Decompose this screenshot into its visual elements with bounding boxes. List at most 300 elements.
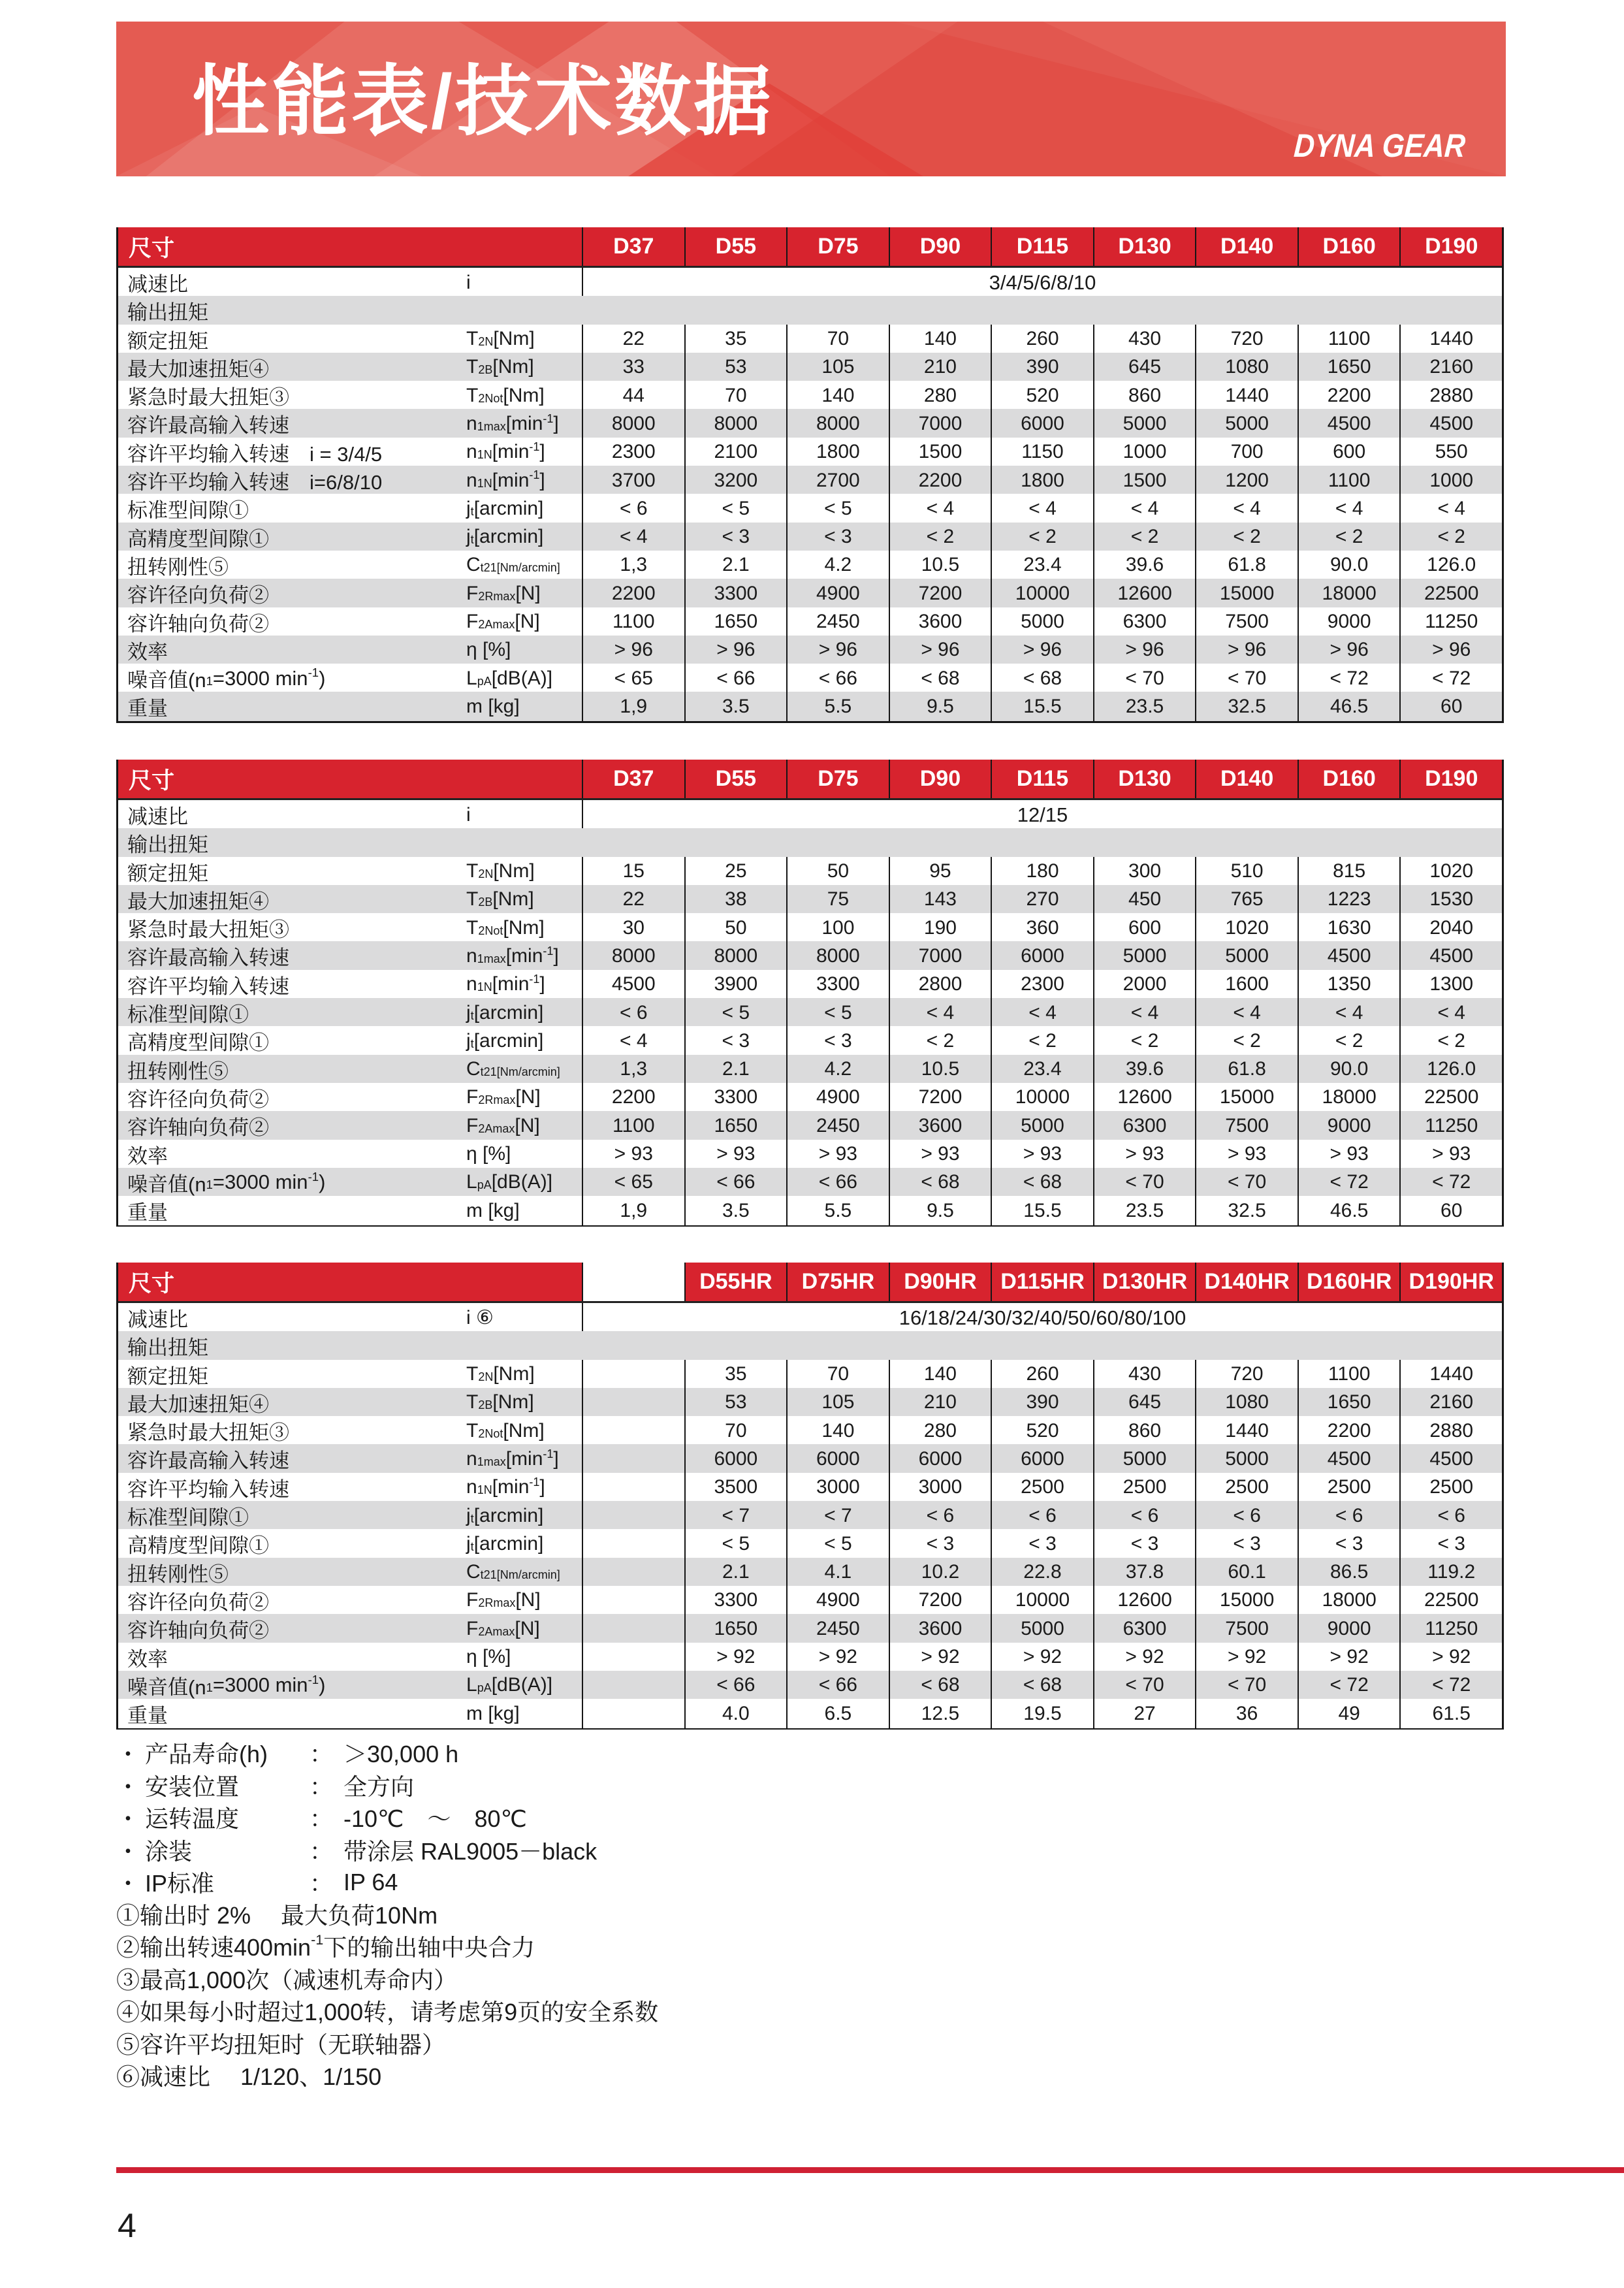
value-cell: 3300 bbox=[684, 1083, 787, 1112]
value-cell: < 6 bbox=[1195, 1501, 1298, 1530]
value-cell: < 4 bbox=[1195, 998, 1298, 1027]
column-header: D130HR bbox=[1093, 1263, 1196, 1301]
value-cell: 765 bbox=[1195, 885, 1298, 914]
row-label: 紧急时最大扭矩③ bbox=[118, 913, 466, 943]
value-cell bbox=[582, 1388, 684, 1417]
table-row bbox=[118, 551, 1502, 579]
value-cell: 1000 bbox=[1399, 466, 1502, 495]
value-cell: < 2 bbox=[1399, 523, 1502, 552]
value-cell: < 68 bbox=[889, 1168, 991, 1197]
value-cell: > 96 bbox=[1195, 636, 1298, 665]
table-corner-label: 尺寸 bbox=[118, 1263, 582, 1301]
row-label: 容许径向负荷② bbox=[118, 579, 466, 608]
row-label: 扭转刚性⑤ bbox=[118, 1055, 466, 1084]
table-row bbox=[118, 466, 1502, 494]
value-cell: 70 bbox=[684, 1416, 787, 1445]
value-cell: 30 bbox=[582, 913, 684, 943]
table-header-row bbox=[118, 1263, 1502, 1303]
table-row bbox=[118, 1055, 1502, 1083]
value-cell: < 66 bbox=[684, 1671, 787, 1700]
value-cell: 15.5 bbox=[991, 1196, 1093, 1225]
table-row bbox=[118, 1473, 1502, 1501]
value-cell: 53 bbox=[684, 353, 787, 382]
value-cell: < 72 bbox=[1399, 664, 1502, 693]
value-cell: 119.2 bbox=[1399, 1558, 1502, 1587]
spec-value: -10℃ ～ 80℃ bbox=[343, 1805, 527, 1832]
spec-colon: ： bbox=[310, 1870, 334, 1897]
value-cell: 2160 bbox=[1399, 353, 1502, 382]
value-cell: 2880 bbox=[1399, 1416, 1502, 1445]
value-cell: 450 bbox=[1093, 885, 1196, 914]
table-row bbox=[118, 664, 1502, 692]
row-symbol: T $_{2Not}$ [Nm] bbox=[466, 381, 582, 410]
value-cell: 9000 bbox=[1298, 607, 1400, 637]
row-label: 标准型间隙① bbox=[118, 998, 466, 1027]
value-cell: 95 bbox=[889, 857, 991, 886]
value-cell: 5000 bbox=[1093, 409, 1196, 438]
value-cell: 6000 bbox=[786, 1444, 889, 1474]
value-cell: 5.5 bbox=[786, 1196, 889, 1225]
value-cell: < 4 bbox=[1298, 494, 1400, 523]
spec-label: 运转温度 bbox=[145, 1805, 240, 1832]
value-cell: 86.5 bbox=[1298, 1558, 1400, 1587]
value-cell: < 2 bbox=[1399, 1026, 1502, 1055]
value-cell: 4900 bbox=[786, 579, 889, 608]
row-label: 额定扭矩 bbox=[118, 325, 466, 354]
value-cell: 60 bbox=[1399, 1196, 1502, 1225]
value-cell: > 96 bbox=[684, 636, 787, 665]
value-cell: 39.6 bbox=[1093, 1055, 1196, 1084]
row-symbol: i bbox=[466, 800, 582, 830]
row-label: 紧急时最大扭矩③ bbox=[118, 1416, 466, 1445]
value-cell bbox=[582, 1558, 684, 1587]
value-cell: 1350 bbox=[1298, 970, 1400, 999]
value-cell: 3500 bbox=[684, 1473, 787, 1502]
column-header: D90 bbox=[889, 760, 991, 798]
row-label: 高精度型间隙① bbox=[118, 1529, 466, 1558]
value-cell: 1020 bbox=[1399, 857, 1502, 886]
value-cell: 11250 bbox=[1399, 1111, 1502, 1140]
value-cell: 2200 bbox=[582, 579, 684, 608]
value-cell: 9.5 bbox=[889, 1196, 991, 1225]
value-cell: 10.2 bbox=[889, 1558, 991, 1587]
value-cell: 2450 bbox=[786, 1614, 889, 1643]
row-symbol: T $_{2B}$ [Nm] bbox=[466, 1388, 582, 1417]
value-cell: 1300 bbox=[1399, 970, 1502, 999]
table-header-row bbox=[118, 760, 1502, 800]
row-symbol: η [%] bbox=[466, 1643, 582, 1672]
spec-table bbox=[116, 1263, 1504, 1730]
ratio-value: 3/4/5/6/8/10 bbox=[582, 268, 1502, 297]
value-cell: < 65 bbox=[582, 1168, 684, 1197]
column-header: D90HR bbox=[889, 1263, 991, 1301]
row-label: 容许最高输入转速 bbox=[118, 941, 466, 971]
row-label: 容许轴向负荷② bbox=[118, 607, 466, 637]
column-header: D55 bbox=[684, 227, 787, 266]
value-cell: 75 bbox=[786, 885, 889, 914]
value-cell: 1800 bbox=[786, 438, 889, 467]
value-cell: 10000 bbox=[991, 579, 1093, 608]
value-cell: 6300 bbox=[1093, 1614, 1196, 1643]
column-header: D130 bbox=[1093, 760, 1196, 798]
value-cell: 140 bbox=[786, 381, 889, 410]
value-cell: 6000 bbox=[991, 941, 1093, 971]
table-row bbox=[118, 941, 1502, 969]
value-cell: 15 bbox=[582, 857, 684, 886]
value-cell: 3900 bbox=[684, 970, 787, 999]
row-label: 标准型间隙① bbox=[118, 1501, 466, 1530]
value-cell: 430 bbox=[1093, 325, 1196, 354]
value-cell: 4.0 bbox=[684, 1699, 787, 1728]
row-label: 高精度型间隙① bbox=[118, 523, 466, 552]
row-label: 效率 bbox=[118, 1140, 466, 1169]
value-cell: 7000 bbox=[889, 941, 991, 971]
row-symbol: j $_t$ [arcmin] bbox=[466, 523, 582, 552]
column-header: D75 bbox=[786, 760, 889, 798]
row-label: 容许最高输入转速 bbox=[118, 409, 466, 438]
value-cell: 33 bbox=[582, 353, 684, 382]
value-cell: < 68 bbox=[991, 1671, 1093, 1700]
row-label: 高精度型间隙① bbox=[118, 1026, 466, 1055]
value-cell: 2880 bbox=[1399, 381, 1502, 410]
value-cell: 140 bbox=[889, 325, 991, 354]
table-corner-label: 尺寸 bbox=[118, 227, 582, 266]
value-cell: 1440 bbox=[1195, 381, 1298, 410]
value-cell: 520 bbox=[991, 1416, 1093, 1445]
value-cell: 8000 bbox=[582, 941, 684, 971]
table-row bbox=[118, 1140, 1502, 1168]
value-cell: 12600 bbox=[1093, 1083, 1196, 1112]
column-header: D130 bbox=[1093, 227, 1196, 266]
value-cell: 2040 bbox=[1399, 913, 1502, 943]
value-cell: 4.2 bbox=[786, 551, 889, 580]
value-cell: < 70 bbox=[1093, 1671, 1196, 1700]
row-label: 标准型间隙① bbox=[118, 494, 466, 523]
row-label: 噪音值(n $_1$ =3000 min $^{-1}$ ) bbox=[118, 1671, 466, 1700]
value-cell bbox=[582, 1416, 684, 1445]
value-cell: < 4 bbox=[889, 494, 991, 523]
table-row bbox=[118, 579, 1502, 607]
value-cell: 9000 bbox=[1298, 1111, 1400, 1140]
value-cell: 70 bbox=[684, 381, 787, 410]
section-label: 输出扭矩 bbox=[118, 828, 1502, 858]
value-cell: 645 bbox=[1093, 1388, 1196, 1417]
value-cell: 280 bbox=[889, 1416, 991, 1445]
column-header: D115 bbox=[991, 760, 1093, 798]
value-cell: < 4 bbox=[582, 1026, 684, 1055]
table-row bbox=[118, 1586, 1502, 1614]
value-cell: 2200 bbox=[889, 466, 991, 495]
table-row bbox=[118, 857, 1502, 885]
table-corner-label: 尺寸 bbox=[118, 760, 582, 798]
value-cell: 39.6 bbox=[1093, 551, 1196, 580]
value-cell: 18000 bbox=[1298, 579, 1400, 608]
row-label: 重量 bbox=[118, 1196, 466, 1225]
value-cell: 2.1 bbox=[684, 551, 787, 580]
value-cell: < 66 bbox=[684, 1168, 787, 1197]
blank-column-header bbox=[582, 1263, 684, 1301]
value-cell: 3000 bbox=[889, 1473, 991, 1502]
value-cell: 6300 bbox=[1093, 607, 1196, 637]
value-cell: 1,9 bbox=[582, 692, 684, 721]
row-label: 容许平均输入转速 i=6/8/10 bbox=[118, 466, 466, 495]
row-symbol: T $_{2Not}$ [Nm] bbox=[466, 913, 582, 943]
value-cell: > 92 bbox=[1298, 1643, 1400, 1672]
value-cell: 22.8 bbox=[991, 1558, 1093, 1587]
spec-label: IP标准 bbox=[145, 1870, 215, 1897]
value-cell: 15000 bbox=[1195, 1586, 1298, 1615]
value-cell: < 3 bbox=[1093, 1529, 1196, 1558]
value-cell: < 5 bbox=[786, 494, 889, 523]
value-cell: 270 bbox=[991, 885, 1093, 914]
value-cell: < 6 bbox=[1399, 1501, 1502, 1530]
row-symbol: n $_{1max}$ [min $^{-1}$ ] bbox=[466, 409, 582, 438]
value-cell: 23.5 bbox=[1093, 692, 1196, 721]
value-cell: 4900 bbox=[786, 1083, 889, 1112]
bullet: ・ bbox=[116, 1870, 140, 1897]
value-cell: 90.0 bbox=[1298, 551, 1400, 580]
value-cell: 60 bbox=[1399, 692, 1502, 721]
table-row bbox=[118, 692, 1502, 720]
row-symbol: n $_{1N}$ [min $^{-1}$ ] bbox=[466, 1473, 582, 1502]
value-cell: 61.8 bbox=[1195, 1055, 1298, 1084]
value-cell: 10.5 bbox=[889, 551, 991, 580]
page-number: 4 bbox=[118, 2207, 136, 2245]
table-row-section bbox=[118, 1331, 1502, 1359]
value-cell: 1080 bbox=[1195, 1388, 1298, 1417]
row-symbol: L $_{pA}$ [dB(A)] bbox=[466, 664, 582, 693]
table-row bbox=[118, 1026, 1502, 1054]
value-cell: < 7 bbox=[786, 1501, 889, 1530]
row-symbol: F $_{2Rmax}$ [N] bbox=[466, 579, 582, 608]
column-header: D160HR bbox=[1298, 1263, 1400, 1301]
value-cell: 7500 bbox=[1195, 607, 1298, 637]
bullet: ・ bbox=[116, 1805, 140, 1832]
value-cell: 2160 bbox=[1399, 1388, 1502, 1417]
value-cell: 2500 bbox=[1195, 1473, 1298, 1502]
row-symbol: F $_{2Amax}$ [N] bbox=[466, 1111, 582, 1140]
value-cell bbox=[582, 1501, 684, 1530]
value-cell: 2300 bbox=[582, 438, 684, 467]
row-label: 减速比 bbox=[118, 268, 466, 297]
column-header: D55 bbox=[684, 760, 787, 798]
value-cell: > 92 bbox=[1093, 1643, 1196, 1672]
table-row bbox=[118, 1643, 1502, 1671]
value-cell: < 5 bbox=[786, 1529, 889, 1558]
row-label: 容许平均输入转速 bbox=[118, 970, 466, 999]
table-row bbox=[118, 1614, 1502, 1642]
value-cell: 300 bbox=[1093, 857, 1196, 886]
value-cell: 9.5 bbox=[889, 692, 991, 721]
value-cell: 1650 bbox=[684, 607, 787, 637]
value-cell: 7200 bbox=[889, 1083, 991, 1112]
row-label: 重量 bbox=[118, 1699, 466, 1728]
table-row bbox=[118, 1083, 1502, 1111]
row-symbol: T $_{2N}$ [Nm] bbox=[466, 857, 582, 886]
value-cell: < 6 bbox=[991, 1501, 1093, 1530]
row-symbol: m [kg] bbox=[466, 692, 582, 721]
value-cell: 15000 bbox=[1195, 579, 1298, 608]
value-cell: < 3 bbox=[1195, 1529, 1298, 1558]
value-cell: < 3 bbox=[684, 1026, 787, 1055]
row-symbol: i bbox=[466, 268, 582, 297]
value-cell: 126.0 bbox=[1399, 1055, 1502, 1084]
bullet: ・ bbox=[116, 1741, 140, 1767]
section-label: 输出扭矩 bbox=[118, 1331, 1502, 1361]
value-cell: 1020 bbox=[1195, 913, 1298, 943]
row-symbol: F $_{2Amax}$ [N] bbox=[466, 607, 582, 637]
row-label: 容许径向负荷② bbox=[118, 1586, 466, 1615]
value-cell: 105 bbox=[786, 353, 889, 382]
table-row bbox=[118, 1699, 1502, 1727]
table-row bbox=[118, 636, 1502, 664]
value-cell: 50 bbox=[786, 857, 889, 886]
value-cell: 12.5 bbox=[889, 1699, 991, 1728]
value-cell: < 4 bbox=[1298, 998, 1400, 1027]
table-row bbox=[118, 998, 1502, 1026]
value-cell: 2500 bbox=[991, 1473, 1093, 1502]
value-cell: < 66 bbox=[786, 664, 889, 693]
value-cell bbox=[582, 1529, 684, 1558]
spec-label: 产品寿命(h) bbox=[145, 1741, 268, 1767]
value-cell: > 96 bbox=[582, 636, 684, 665]
value-cell: < 4 bbox=[1093, 998, 1196, 1027]
spec-label: 涂装 bbox=[145, 1837, 193, 1865]
row-label: 最大加速扭矩④ bbox=[118, 885, 466, 914]
value-cell: 70 bbox=[786, 325, 889, 354]
value-cell: 22 bbox=[582, 325, 684, 354]
value-cell: 5.5 bbox=[786, 692, 889, 721]
row-label: 额定扭矩 bbox=[118, 1360, 466, 1389]
value-cell: 1150 bbox=[991, 438, 1093, 467]
footer-rule bbox=[116, 2167, 1624, 2173]
value-cell: 60.1 bbox=[1195, 1558, 1298, 1587]
value-cell: 1650 bbox=[684, 1111, 787, 1140]
value-cell: 390 bbox=[991, 1388, 1093, 1417]
value-cell: < 2 bbox=[889, 523, 991, 552]
value-cell: < 4 bbox=[1195, 494, 1298, 523]
value-cell: 6000 bbox=[991, 409, 1093, 438]
table-row-section bbox=[118, 828, 1502, 856]
value-cell: 3300 bbox=[786, 970, 889, 999]
value-cell: 37.8 bbox=[1093, 1558, 1196, 1587]
banner bbox=[116, 22, 1506, 176]
value-cell: > 96 bbox=[1298, 636, 1400, 665]
table-row-ratio bbox=[118, 268, 1502, 296]
value-cell: 38 bbox=[684, 885, 787, 914]
spec-value: ＞30,000 h bbox=[343, 1741, 459, 1767]
row-symbol: C $_{t21}$ $_{[Nm/arcmin]}$ bbox=[466, 1558, 582, 1587]
row-symbol: T $_{2Not}$ [Nm] bbox=[466, 1416, 582, 1445]
value-cell bbox=[582, 1614, 684, 1643]
row-label: 效率 bbox=[118, 636, 466, 665]
table-row bbox=[118, 523, 1502, 551]
value-cell: < 68 bbox=[991, 1168, 1093, 1197]
value-cell: 1100 bbox=[582, 607, 684, 637]
value-cell: > 93 bbox=[1298, 1140, 1400, 1169]
value-cell: 22500 bbox=[1399, 1586, 1502, 1615]
value-cell: 4500 bbox=[1298, 1444, 1400, 1474]
table-row bbox=[118, 353, 1502, 381]
row-symbol: η [%] bbox=[466, 1140, 582, 1169]
value-cell: 1650 bbox=[1298, 1388, 1400, 1417]
value-cell: > 93 bbox=[684, 1140, 787, 1169]
value-cell: 8000 bbox=[786, 409, 889, 438]
value-cell: 1,3 bbox=[582, 551, 684, 580]
numbered-note: ③最高1,000次（减速机寿命内） bbox=[116, 1966, 458, 1993]
table-row bbox=[118, 1501, 1502, 1529]
table-row bbox=[118, 1168, 1502, 1196]
value-cell: 6300 bbox=[1093, 1111, 1196, 1140]
table-row bbox=[118, 381, 1502, 409]
value-cell: 1440 bbox=[1399, 325, 1502, 354]
ratio-value: 12/15 bbox=[582, 800, 1502, 830]
row-symbol: F $_{2Amax}$ [N] bbox=[466, 1614, 582, 1643]
value-cell: < 7 bbox=[684, 1501, 787, 1530]
numbered-note: ①输出时 2% 最大负荷10Nm bbox=[116, 1901, 438, 1929]
value-cell: 5000 bbox=[1195, 1444, 1298, 1474]
table-row-section bbox=[118, 296, 1502, 324]
spec-note bbox=[116, 1801, 658, 1833]
value-cell: 4500 bbox=[1399, 1444, 1502, 1474]
value-cell: > 93 bbox=[1093, 1140, 1196, 1169]
value-cell: 4.2 bbox=[786, 1055, 889, 1084]
value-cell: > 96 bbox=[786, 636, 889, 665]
value-cell: 11250 bbox=[1399, 607, 1502, 637]
value-cell: 143 bbox=[889, 885, 991, 914]
value-cell: 6000 bbox=[889, 1444, 991, 1474]
value-cell: 2450 bbox=[786, 1111, 889, 1140]
spec-table bbox=[116, 227, 1504, 723]
value-cell: 3700 bbox=[582, 466, 684, 495]
value-cell: 12600 bbox=[1093, 1586, 1196, 1615]
value-cell: 7500 bbox=[1195, 1614, 1298, 1643]
value-cell: 2100 bbox=[684, 438, 787, 467]
value-cell: 210 bbox=[889, 353, 991, 382]
row-symbol: T $_{2N}$ [Nm] bbox=[466, 1360, 582, 1389]
row-symbol: T $_{2B}$ [Nm] bbox=[466, 885, 582, 914]
table-row bbox=[118, 409, 1502, 437]
spec-value: IP 64 bbox=[343, 1868, 398, 1895]
value-cell: 4500 bbox=[1399, 409, 1502, 438]
value-cell: > 93 bbox=[889, 1140, 991, 1169]
column-header: D140 bbox=[1195, 227, 1298, 266]
row-label: 容许最高输入转速 bbox=[118, 1444, 466, 1474]
value-cell: < 72 bbox=[1298, 1168, 1400, 1197]
value-cell: 2500 bbox=[1093, 1473, 1196, 1502]
value-cell: 1530 bbox=[1399, 885, 1502, 914]
row-label: 紧急时最大扭矩③ bbox=[118, 381, 466, 410]
value-cell: < 66 bbox=[684, 664, 787, 693]
value-cell: 510 bbox=[1195, 857, 1298, 886]
table-row bbox=[118, 1360, 1502, 1388]
value-cell: < 72 bbox=[1399, 1671, 1502, 1700]
row-label: 容许平均输入转速 bbox=[118, 1473, 466, 1502]
value-cell: > 92 bbox=[1399, 1643, 1502, 1672]
value-cell: 4.1 bbox=[786, 1558, 889, 1587]
value-cell: 5000 bbox=[1195, 409, 1298, 438]
column-header: D190 bbox=[1399, 760, 1502, 798]
value-cell: 70 bbox=[786, 1360, 889, 1389]
table-row bbox=[118, 1671, 1502, 1699]
row-symbol: C $_{t21}$ $_{[Nm/arcmin]}$ bbox=[466, 1055, 582, 1084]
column-header: D140HR bbox=[1195, 1263, 1298, 1301]
value-cell bbox=[582, 1699, 684, 1728]
row-label: 最大加速扭矩④ bbox=[118, 1388, 466, 1417]
numbered-note: ④如果每小时超过1,000转，请考虑第9页的安全系数 bbox=[116, 1999, 659, 2026]
value-cell: 2700 bbox=[786, 466, 889, 495]
value-cell: 50 bbox=[684, 913, 787, 943]
